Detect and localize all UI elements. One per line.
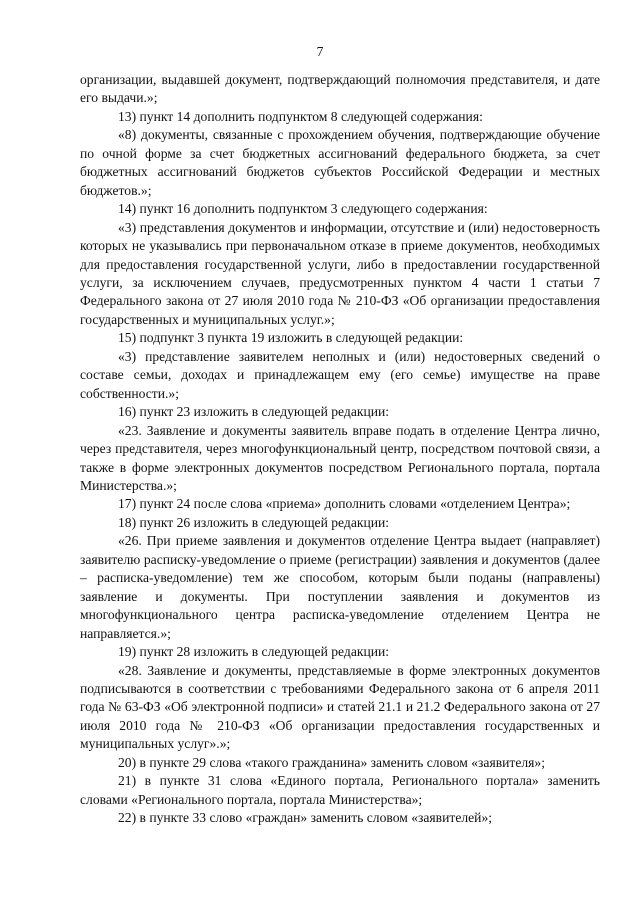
- paragraph: «3) представления документов и информации, отсутствие и (или) недостоверность которых не указывались при первоначальном отказе в приеме документов, необходимых для предоставления государственной услуги, либо в предоставлении государственной услуги, за исключением случаев, предусмотренных пунктом 4 части 1 статьи 7 Федерального закона от 27 июля 2010 года № 210-ФЗ «Об организации предоставления государственных и муниципальных услуг.»;: [80, 219, 600, 327]
- page-number: 7: [316, 44, 324, 59]
- paragraph: 21) в пункте 31 слова «Единого портала, Регионального портала» заменить словами «Регионального портала, портала Министерства»;: [80, 773, 600, 807]
- paragraph: 15) подпункт 3 пункта 19 изложить в следующей редакции:: [118, 330, 464, 346]
- paragraph: 17) пункт 24 после слова «приема» дополнить словами «отделением Центра»;: [118, 496, 571, 512]
- paragraph: «8) документы, связанные с прохождением обучения, подтверждающие обучение по очной форме за счет бюджетных ассигнований федерального бюджета, за счет бюджетных ассигнований бюджетов субъектов Российской Федерации и местных бюджетов.»;: [80, 127, 600, 198]
- paragraph: «26. При приеме заявления и документов отделение Центра выдает (направляет) заявителю расписку-уведомление о приеме (регистрации) заявления и документов (далее – расписка-уведомление) тем же способом, которым были поданы (направлены) заявление и документы. При поступлении заявления и документов из многофункционального центра расписка-уведомление отделением Центра не направляется.»;: [80, 533, 600, 641]
- paragraph: 22) в пункте 33 слово «граждан» заменить словом «заявителей»;: [118, 810, 493, 826]
- paragraph: «3) представление заявителем неполных и (или) недостоверных сведений о составе семьи, доходах и принадлежащем ему (его семье) имуществе на праве собственности.»;: [80, 348, 600, 401]
- document-body: [80, 71, 600, 828]
- paragraph: «23. Заявление и документы заявитель вправе подать в отделение Центра лично, через представителя, через многофункциональный центр, посредством почтовой связи, а также в форме электронных документов посредством Регионального портала, портала Министерства.»;: [80, 422, 600, 493]
- paragraph: 13) пункт 14 дополнить подпунктом 8 следующей содержания:: [118, 108, 483, 124]
- paragraph: 19) пункт 28 изложить в следующей редакции:: [118, 644, 390, 660]
- paragraph: 16) пункт 23 изложить в следующей редакции:: [118, 404, 390, 420]
- paragraph: «28. Заявление и документы, представляемые в форме электронных документов подписываются в соответствии с требованиями Федерального закона от 6 апреля 2011 года № 63-ФЗ «Об электронной подписи» и статей 21.1 и 21.2 Федерального закона от 27 июля 2010 года № 210-ФЗ «Об организации предоставления государственных и муниципальных услуг».»;: [80, 662, 600, 752]
- paragraph: 14) пункт 16 дополнить подпунктом 3 следующего содержания:: [118, 201, 488, 217]
- paragraph: 18) пункт 26 изложить в следующей редакции:: [118, 514, 390, 530]
- paragraph: 20) в пункте 29 слова «такого гражданина» заменить словом «заявителя»;: [118, 754, 545, 770]
- paragraph: организации, выдавшей документ, подтверждающий полномочия представителя, и дате его выдачи.»;: [80, 72, 600, 106]
